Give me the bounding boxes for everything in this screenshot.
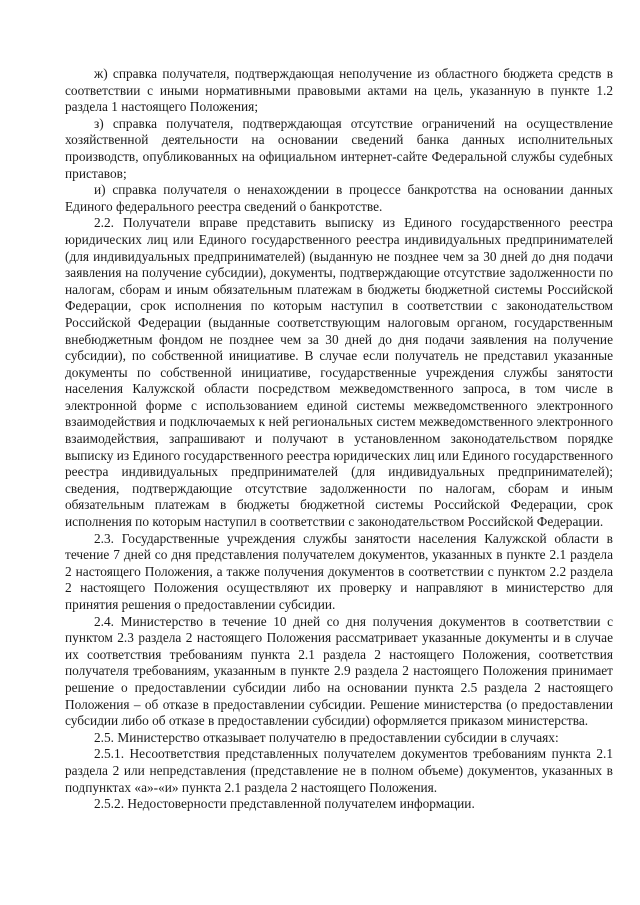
paragraph-item-z: з) справка получателя, подтверждающая отсутствие ограничений на осуществление хозяйственной деятельности на основании сведений банка данных исполнительных производств, опубликованных на официальном интернет-сайте Федеральной службы судебных приставов;	[65, 115, 613, 181]
document-body	[65, 66, 613, 813]
paragraph-item-zh: ж) справка получателя, подтверждающая неполучение из областного бюджета средств в соответствии с иными нормативными правовыми актами на цель, указанную в пункте 1.2 раздела 1 настоящего Положения;	[65, 66, 613, 115]
paragraph-item-i: и) справка получателя о ненахождении в процессе банкротства на основании данных Единого федерального реестра сведений о банкротстве.	[65, 182, 613, 214]
paragraph-2-4: 2.4. Министерство в течение 10 дней со дня получения документов в соответствии с пунктом 2.3 раздела 2 настоящего Положения рассматривает указанные документы и в случае их соответствия требованиям пункта 2.1 раздела 2 настоящего Положения, соответствия получателя требованиям, указанным в пункте 2.9 раздела 2 настоящего Положения принимает решение о предоставлении субсидии либо на основании пункта 2.5 раздела 2 настоящего Положения – об отказе в предоставлении субсидии. Решение министерства (о предоставлении субсидии либо об отказе в предоставлении субсидии) оформляется приказом министерства.	[65, 613, 613, 729]
paragraph-2-5-2: 2.5.2. Недостоверности представленной получателем информации.	[94, 796, 475, 812]
paragraph-2-3: 2.3. Государственные учреждения службы занятости населения Калужской области в течение 7 дней со дня представления получателем документов, указанных в пункте 2.1 раздела 2 настоящего Положения, а также получения документов в соответствии с пунктом 2.2 раздела 2 настоящего Положения осуществляют их проверку и направляют в министерство для принятия решения о предоставлении субсидии.	[65, 530, 613, 612]
paragraph-2-5-1: 2.5.1. Несоответствия представленных получателем документов требованиям пункта 2.1 раздела 2 или непредставления (представление не в полном объеме) документов, указанных в подпунктах «а»-«и» пункта 2.1 раздела 2 настоящего Положения.	[65, 746, 613, 795]
paragraph-2-5: 2.5. Министерство отказывает получателю в предоставлении субсидии в случаях:	[94, 729, 559, 745]
paragraph-2-2: 2.2. Получатели вправе представить выписку из Единого государственного реестра юридических лиц или Единого государственного реестра индивидуальных предпринимателей (для индивидуальных предпринимателей) (выданную не позднее чем за 30 дней до дня подачи заявления на получение субсидии), документы, подтверждающие отсутствие задолженности по налогам, сборам и иным обязательным платежам в бюджеты бюджетной системы Российской Федерации, срок исполнения по которым наступил в соответствии с законодательством Российской Федерации (выданные соответствующим налоговым органом, государственным внебюджетным фондом не позднее чем за 30 дней до дня подачи заявления на получение субсидии), по собственной инициативе. В случае если получатель не представил указанные документы по собственной инициативе, государственные учреждения службы занятости населения Калужской области посредством межведомственного запроса, в том числе в электронной форме с использованием единой системы межведомственного электронного взаимодействия и подключаемых к ней региональных систем межведомственного электронного взаимодействия, запрашивают и получают в установленном законодательством порядке выписку из Единого государственного реестра юридических лиц или Единого государственного реестра индивидуальных предпринимателей (для индивидуальных предпринимателей); сведения, подтверждающие отсутствие задолженности по налогам, сборам и иным обязательным платежам в бюджеты бюджетной системы Российской Федерации, срок исполнения по которым наступил в соответствии с законодательством Российской Федерации.	[65, 215, 613, 530]
